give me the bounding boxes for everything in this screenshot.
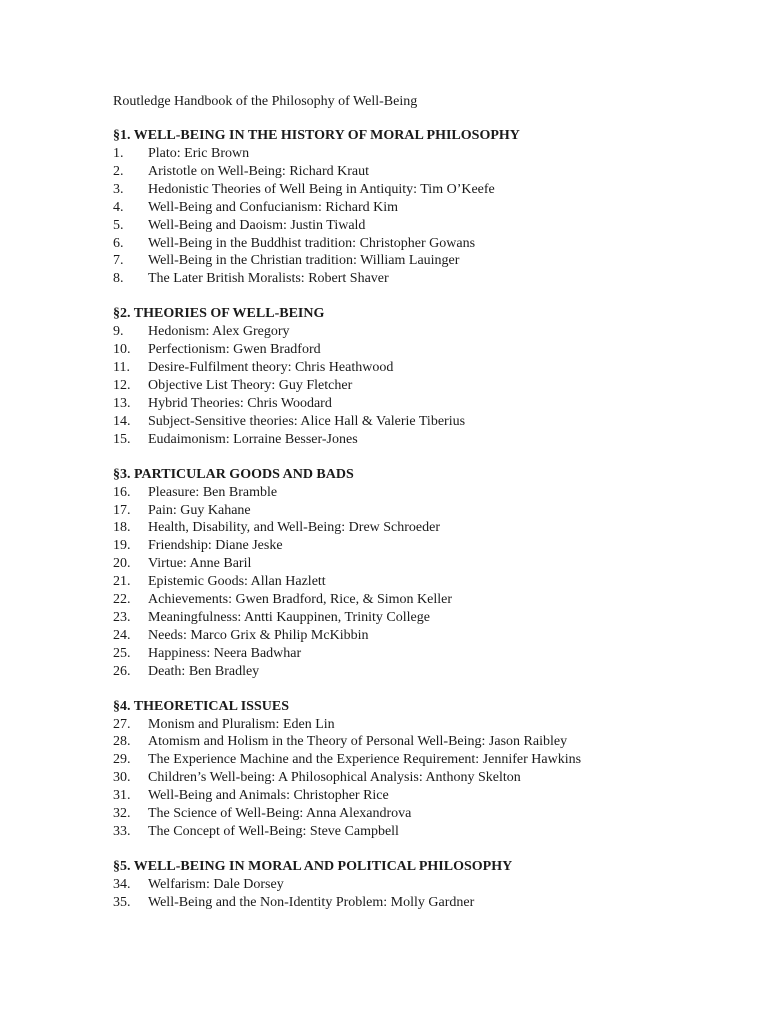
toc-entry [113, 591, 733, 609]
entry-number: 20. [113, 556, 131, 572]
toc-entry [113, 145, 733, 163]
entry-number: 30. [113, 770, 131, 786]
toc-entry [113, 787, 733, 805]
toc-entry [113, 199, 733, 217]
toc-entry [113, 537, 733, 555]
entry-title: Subject-Sensitive theories: Alice Hall & Valerie Tiberius [148, 413, 466, 429]
toc-entry [113, 181, 733, 199]
toc-entry [113, 573, 733, 591]
toc-section [113, 466, 733, 681]
entry-title: Health, Disability, and Well-Being: Drew Schroeder [148, 520, 441, 536]
document-page [113, 93, 733, 929]
entry-number: 12. [113, 377, 131, 393]
entry-title: Needs: Marco Grix & Philip McKibbin [148, 627, 369, 643]
toc-entry [113, 519, 733, 537]
entry-number: 10. [113, 342, 131, 358]
toc-entry [113, 413, 733, 431]
toc-entry [113, 823, 733, 841]
entry-number: 9. [113, 324, 124, 340]
section-heading: §2. THEORIES OF WELL-BEING [113, 306, 325, 322]
entry-title: Pain: Guy Kahane [148, 502, 251, 518]
entry-title: Well-Being in the Christian tradition: William Lauinger [148, 253, 460, 269]
entry-number: 15. [113, 431, 131, 447]
toc-entry [113, 484, 733, 502]
entry-title: Well-Being and Animals: Christopher Rice [148, 788, 389, 804]
entry-number: 33. [113, 824, 131, 839]
entry-number: 3. [113, 181, 124, 197]
entry-number: 13. [113, 395, 131, 411]
entry-title: Children’s Well-being: A Philosophical Analysis: Anthony Skelton [148, 770, 521, 786]
entry-number: 22. [113, 592, 131, 608]
entry-title: Achievements: Gwen Bradford, Rice, & Simon Keller [148, 592, 453, 608]
entry-title: Desire-Fulfilment theory: Chris Heathwood [148, 360, 394, 376]
entry-title: Plato: Eric Brown [148, 146, 250, 161]
toc-section [113, 698, 733, 841]
entry-title: Eudaimonism: Lorraine Besser-Jones [148, 431, 358, 447]
toc-section [113, 305, 733, 448]
entry-number: 8. [113, 271, 124, 287]
entry-number: 27. [113, 716, 131, 732]
entry-number: 34. [113, 876, 131, 892]
toc-entry [113, 733, 733, 751]
toc-entry [113, 341, 733, 359]
toc-entry [113, 769, 733, 787]
entry-number: 14. [113, 413, 131, 429]
entry-number: 31. [113, 788, 131, 804]
entry-number: 18. [113, 520, 131, 536]
entry-number: 29. [113, 752, 131, 768]
toc-entry [113, 395, 733, 413]
section-heading: §5. WELL-BEING IN MORAL AND POLITICAL PHILOSOPHY [113, 858, 513, 874]
entry-title: Well-Being in the Buddhist tradition: Christopher Gowans [148, 235, 476, 251]
toc-entry [113, 377, 733, 395]
toc-entry [113, 805, 733, 823]
toc-entry [113, 163, 733, 181]
entry-title: Objective List Theory: Guy Fletcher [148, 377, 353, 393]
entry-title: The Later British Moralists: Robert Shaver [148, 271, 389, 287]
entry-title: Hedonistic Theories of Well Being in Antiquity: Tim O’Keefe [148, 181, 495, 197]
toc-section [113, 127, 733, 288]
entry-title: Well-Being and the Non-Identity Problem: Molly Gardner [148, 894, 475, 910]
document-title: Routledge Handbook of the Philosophy of Well-Being [113, 94, 418, 109]
toc-entry [113, 502, 733, 520]
entry-title: The Science of Well-Being: Anna Alexandrova [148, 806, 412, 822]
entry-title: Atomism and Holism in the Theory of Personal Well-Being: Jason Raibley [148, 734, 568, 750]
entry-title: Friendship: Diane Jeske [148, 538, 283, 554]
section-heading: §1. WELL-BEING IN THE HISTORY OF MORAL PHILOSOPHY [113, 128, 520, 143]
entry-number: 11. [113, 360, 130, 376]
entry-number: 25. [113, 645, 131, 661]
toc-entry [113, 609, 733, 627]
entry-title: Welfarism: Dale Dorsey [148, 876, 284, 892]
entry-title: Epistemic Goods: Allan Hazlett [148, 574, 326, 590]
toc-entry [113, 270, 733, 288]
entry-number: 1. [113, 146, 124, 161]
entry-title: Well-Being and Confucianism: Richard Kim [148, 199, 399, 215]
entry-number: 26. [113, 663, 131, 679]
entry-number: 17. [113, 502, 131, 518]
section-heading: §4. THEORETICAL ISSUES [113, 698, 289, 714]
toc-entry [113, 252, 733, 270]
toc-entry [113, 217, 733, 235]
toc-entry [113, 663, 733, 681]
toc-entry [113, 359, 733, 377]
entry-number: 4. [113, 199, 124, 215]
entry-number: 6. [113, 235, 124, 251]
entry-number: 2. [113, 163, 124, 179]
toc-entry [113, 876, 733, 894]
toc-entry [113, 235, 733, 253]
entry-title: Meaningfulness: Antti Kauppinen, Trinity College [148, 609, 430, 625]
entry-number: 32. [113, 806, 131, 822]
entry-number: 35. [113, 894, 131, 910]
entry-title: Death: Ben Bradley [148, 663, 260, 679]
toc-entry [113, 751, 733, 769]
entry-number: 28. [113, 734, 131, 750]
entry-title: Perfectionism: Gwen Bradford [148, 342, 321, 358]
entry-title: Aristotle on Well-Being: Richard Kraut [148, 163, 370, 179]
toc-entry [113, 555, 733, 573]
entry-number: 16. [113, 484, 131, 500]
entry-title: Well-Being and Daoism: Justin Tiwald [148, 217, 366, 233]
entry-title: The Concept of Well-Being: Steve Campbell [148, 824, 399, 839]
toc-entry [113, 323, 733, 341]
entry-title: Hybrid Theories: Chris Woodard [148, 395, 332, 411]
entry-title: Monism and Pluralism: Eden Lin [148, 716, 335, 732]
entry-number: 7. [113, 253, 124, 269]
entry-number: 19. [113, 538, 131, 554]
toc-entry [113, 716, 733, 734]
entry-number: 5. [113, 217, 124, 233]
entry-title: Virtue: Anne Baril [148, 556, 252, 572]
entry-title: Happiness: Neera Badwhar [148, 645, 302, 661]
entry-title: The Experience Machine and the Experience Requirement: Jennifer Hawkins [148, 752, 582, 768]
entry-number: 24. [113, 627, 131, 643]
table-of-contents [113, 127, 733, 912]
toc-entry [113, 894, 733, 912]
entry-number: 23. [113, 609, 131, 625]
entry-number: 21. [113, 574, 131, 590]
section-heading: §3. PARTICULAR GOODS AND BADS [113, 466, 354, 482]
toc-section [113, 858, 733, 912]
entry-title: Hedonism: Alex Gregory [148, 324, 290, 340]
toc-entry [113, 645, 733, 663]
toc-entry [113, 627, 733, 645]
toc-entry [113, 431, 733, 449]
entry-title: Pleasure: Ben Bramble [148, 484, 278, 500]
